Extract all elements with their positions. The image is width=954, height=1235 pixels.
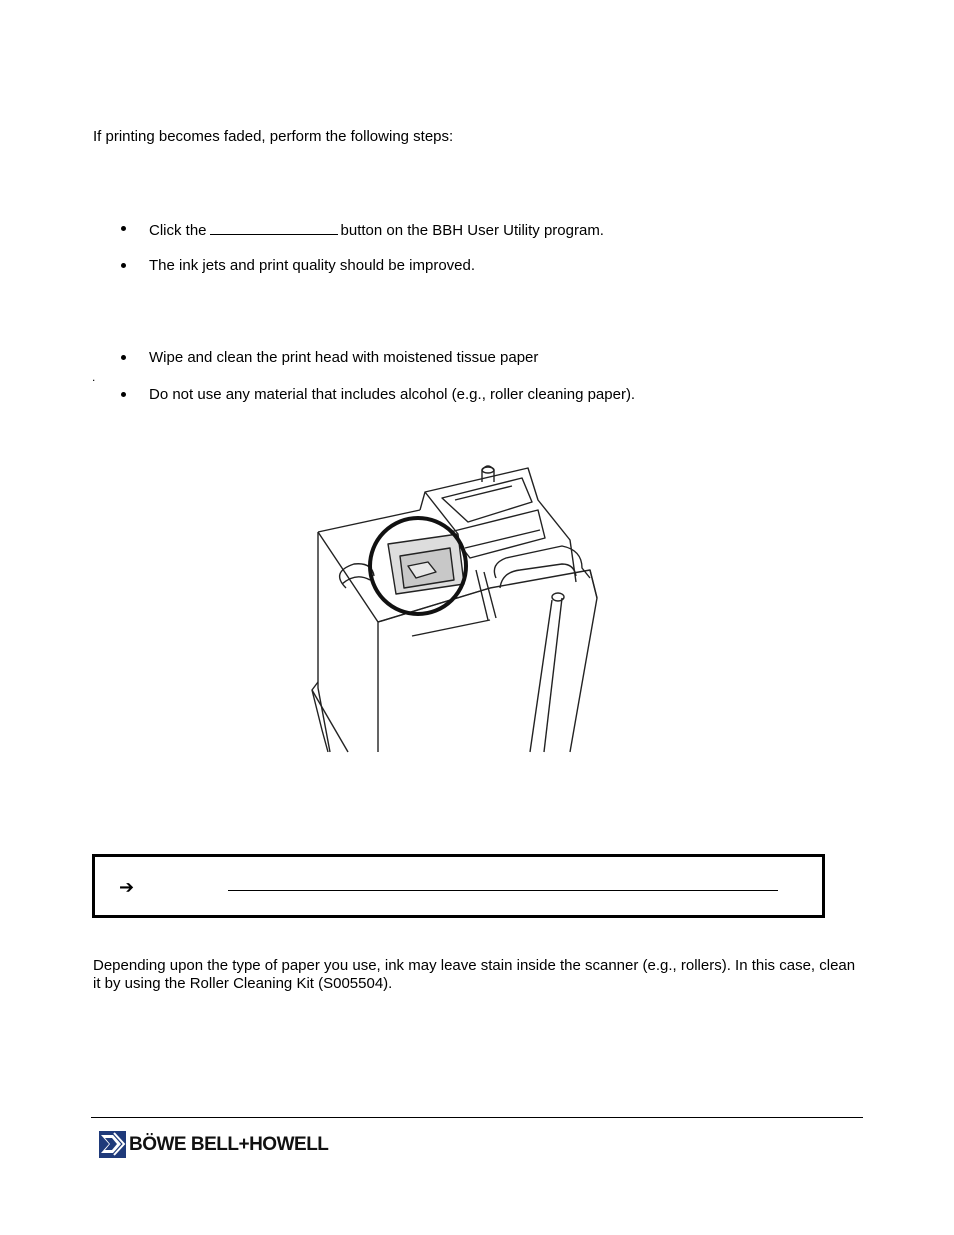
step-wipe: Wipe and clean the print head with moistened tissue paper xyxy=(149,349,539,366)
footer-divider xyxy=(91,1117,863,1118)
step-text-before: Click the xyxy=(149,222,207,239)
step-warning: Do not use any material that includes alcohol (e.g., roller cleaning paper). xyxy=(149,386,636,403)
bullet xyxy=(121,263,126,268)
intro-text: If printing becomes faded, perform the following steps: xyxy=(93,128,454,145)
brand-logo-icon xyxy=(99,1131,126,1158)
brand-logo-text: BÖWE BELL+HOWELL xyxy=(129,1134,329,1155)
note-box xyxy=(92,854,825,918)
button-name-blank xyxy=(210,220,338,235)
step-click-button xyxy=(149,220,604,240)
stray-period: . xyxy=(92,370,96,384)
bullet xyxy=(121,392,126,397)
step-result: The ink jets and print quality should be improved. xyxy=(149,257,476,274)
note-rule xyxy=(228,890,778,891)
step-text-after: button on the BBH User Utility program. xyxy=(340,222,604,239)
paragraph-text: Depending upon the type of paper you use, ink may leave stain inside the scanner (e.g., rollers). In this case, clean it by using the Roller Cleaning Kit (S005504). xyxy=(93,957,856,992)
print-head-illustration xyxy=(300,460,605,755)
arrow-icon: ➔ xyxy=(119,877,135,898)
bullet xyxy=(121,226,126,231)
bullet xyxy=(121,355,126,360)
